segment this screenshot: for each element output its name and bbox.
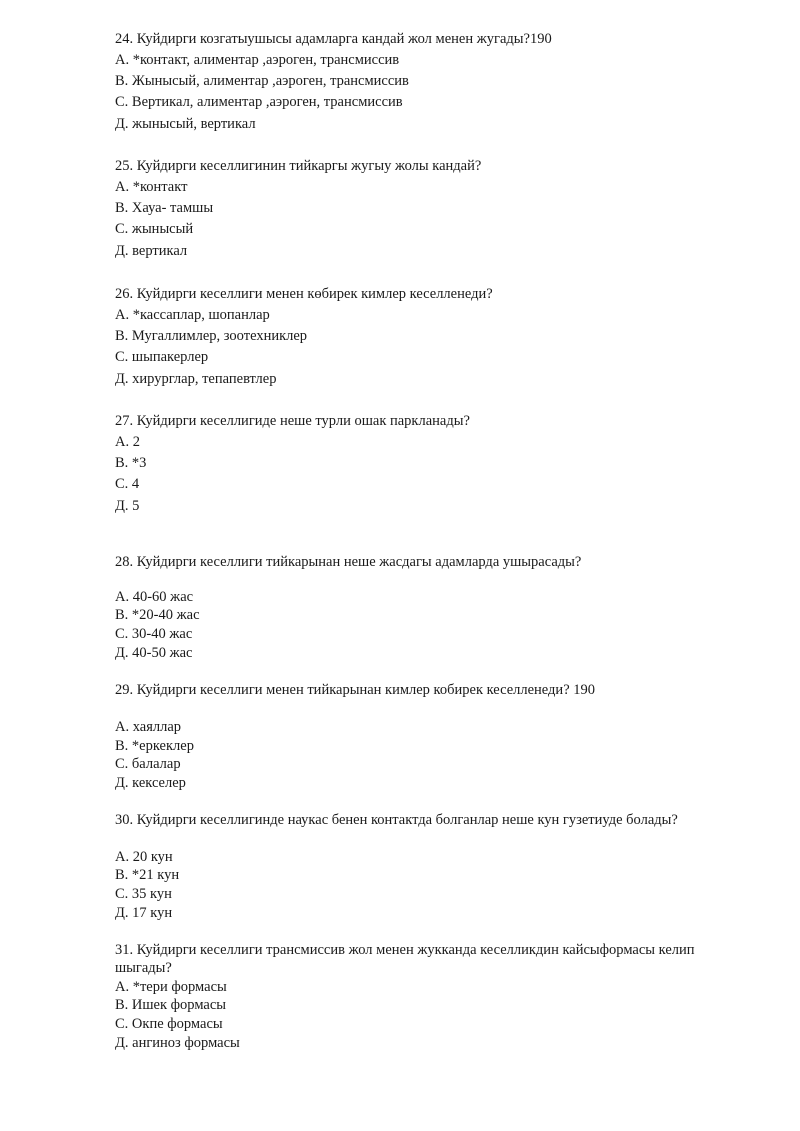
question-26-text: 26. Куйдирги кеселлиги менен көбирек кимлер кеселленеди? — [115, 286, 493, 302]
question-29-option-b: В. *еркеклер — [115, 738, 194, 754]
question-27-option-c: С. 4 — [115, 476, 140, 492]
question-31-option-a: А. *тери формасы — [115, 979, 227, 995]
question-28-option-d: Д. 40-50 жас — [115, 645, 193, 661]
question-25-option-a: А. *контакт — [115, 179, 188, 195]
question-24-option-a: А. *контакт, алиментар ,аэроген, трансмиссив — [115, 52, 400, 68]
question-26-option-d: Д. хирурглар, тепапевтлер — [115, 371, 277, 387]
question-25-option-d: Д. вертикал — [115, 243, 188, 259]
question-24-text: 24. Куйдирги козгатыушысы адамларга кандай жол менен жугады?190 — [115, 31, 552, 47]
question-24-option-d: Д. жынысый, вертикал — [115, 116, 256, 132]
question-26-option-c: С. шыпакерлер — [115, 349, 209, 365]
question-26-option-b: В. Мугаллимлер, зоотехниклер — [115, 328, 308, 344]
question-27-option-b: В. *3 — [115, 455, 147, 471]
question-28-option-c: С. 30-40 жас — [115, 626, 193, 642]
question-30-option-d: Д. 17 кун — [115, 905, 173, 921]
question-25-text: 25. Куйдирги кеселлигинин тийкаргы жугыу жолы кандай? — [115, 158, 482, 174]
question-29-option-c: С. балалар — [115, 756, 181, 772]
question-30-option-c: С. 35 кун — [115, 886, 172, 902]
question-27-option-d: Д. 5 — [115, 498, 140, 514]
question-30-option-b: В. *21 кун — [115, 867, 180, 883]
question-25-option-b: В. Хауа- тамшы — [115, 200, 214, 216]
question-29-text: 29. Куйдирги кеселлиги менен тийкарынан кимлер кобирек кеселленеди? 190 — [115, 682, 596, 698]
question-29-option-d: Д. кекселер — [115, 775, 186, 791]
question-31-option-d: Д. ангиноз формасы — [115, 1035, 240, 1051]
question-25-option-c: С. жынысый — [115, 221, 194, 237]
question-28-option-a: А. 40-60 жас — [115, 589, 194, 605]
question-31-text: 31. Куйдирги кеселлиги трансмиссив жол менен жукканда кеселликдин кайсыформасы келип шыгады? — [115, 942, 695, 976]
question-30-text: 30. Куйдирги кеселлигинде наукас бенен контактда болганлар неше кун гузетиуде болады? — [115, 812, 678, 828]
question-30-option-a: А. 20 кун — [115, 849, 173, 865]
question-28-text: 28. Куйдирги кеселлиги тийкарынан неше жасдагы адамларда ушырасады? — [115, 554, 582, 570]
question-31-option-b: В. Ишек формасы — [115, 997, 227, 1013]
question-24-option-c: С. Вертикал, алиментар ,аэроген, трансмиссив — [115, 94, 403, 110]
question-24-option-b: В. Жынысый, алиментар ,аэроген, трансмиссив — [115, 73, 409, 89]
question-27-text: 27. Куйдирги кеселлигиде неше турли ошак паркланады? — [115, 413, 470, 429]
question-28-option-b: В. *20-40 жас — [115, 607, 200, 623]
question-29-option-a: А. хаяллар — [115, 719, 182, 735]
question-31-option-c: С. Окпе формасы — [115, 1016, 223, 1032]
question-27-option-a: А. 2 — [115, 434, 140, 450]
question-26-option-a: А. *кассаплар, шопанлар — [115, 307, 270, 323]
